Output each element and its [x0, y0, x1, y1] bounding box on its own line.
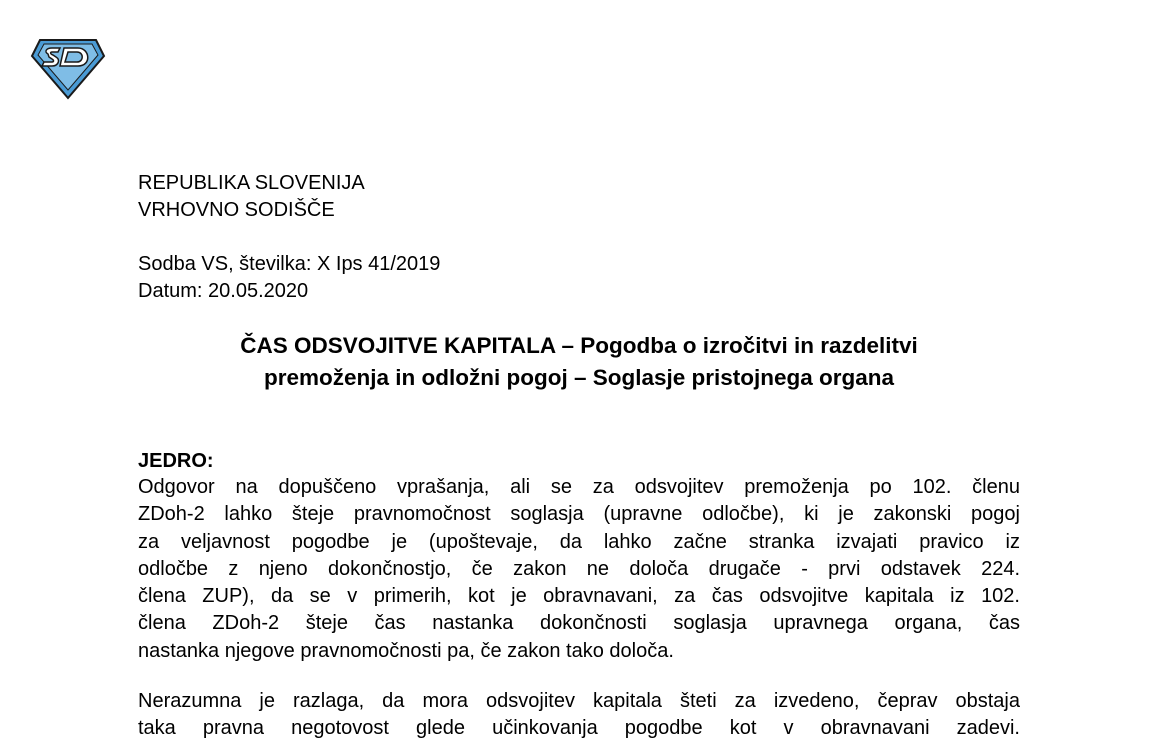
- paragraph-line: Nerazumna je razlaga, da mora odsvojitev kapitala šteti za izvedeno, čeprav obstaja: [138, 690, 1020, 712]
- core-paragraph-1: [138, 474, 1020, 665]
- paragraph-line: ZDoh-2 lahko šteje pravnomočnost soglasja (upravne odločbe), ki je zakonski pogoj: [138, 503, 1020, 526]
- core-paragraph-2: [138, 688, 1020, 743]
- paragraph-line: za veljavnost pogodbe je (upoštevaje, da lahko začne stranka izvajati pravico iz: [138, 530, 1020, 553]
- paragraph-line: Odgovor na dopuščeno vprašanja, ali se za odsvojitev premoženja po 102. členu: [138, 476, 1020, 498]
- title-line-2: premoženja in odložni pogoj – Soglasje pristojnega organa: [263, 365, 895, 390]
- core-heading: JEDRO:: [138, 450, 214, 472]
- paragraph-line: nastanka njegove pravnomočnosti pa, če zakon tako določa.: [138, 639, 674, 662]
- paragraph-line: člena ZDoh-2 šteje čas nastanka dokončnosti soglasja upravnega organa, čas: [138, 612, 1020, 635]
- court-logo-icon: [30, 38, 106, 100]
- case-date: Datum: 20.05.2020: [138, 280, 309, 302]
- paragraph-line: taka pravna negotovost glede učinkovanja pogodbe kot v obravnavani zadevi.: [138, 717, 1020, 740]
- paragraph-line: odločbe z njeno dokončnostjo, če zakon ne določa drugače - prvi odstavek 224.: [138, 557, 1020, 580]
- header-court-name: VRHOVNO SODIŠČE: [138, 199, 335, 221]
- paragraph-line: člena ZUP), da se v primerih, kot je obravnavani, za čas odsvojitve kapitala iz 102.: [138, 585, 1020, 608]
- court-header: [138, 170, 365, 224]
- court-logo: [30, 38, 106, 100]
- case-number: Sodba VS, številka: X Ips 41/2019: [138, 253, 441, 275]
- title-line-1: ČAS ODSVOJITVE KAPITALA – Pogodba o izročitvi in razdelitvi: [240, 333, 918, 358]
- case-info: [138, 251, 440, 305]
- document-title: [138, 330, 1020, 394]
- header-country: REPUBLIKA SLOVENIJA: [138, 172, 365, 194]
